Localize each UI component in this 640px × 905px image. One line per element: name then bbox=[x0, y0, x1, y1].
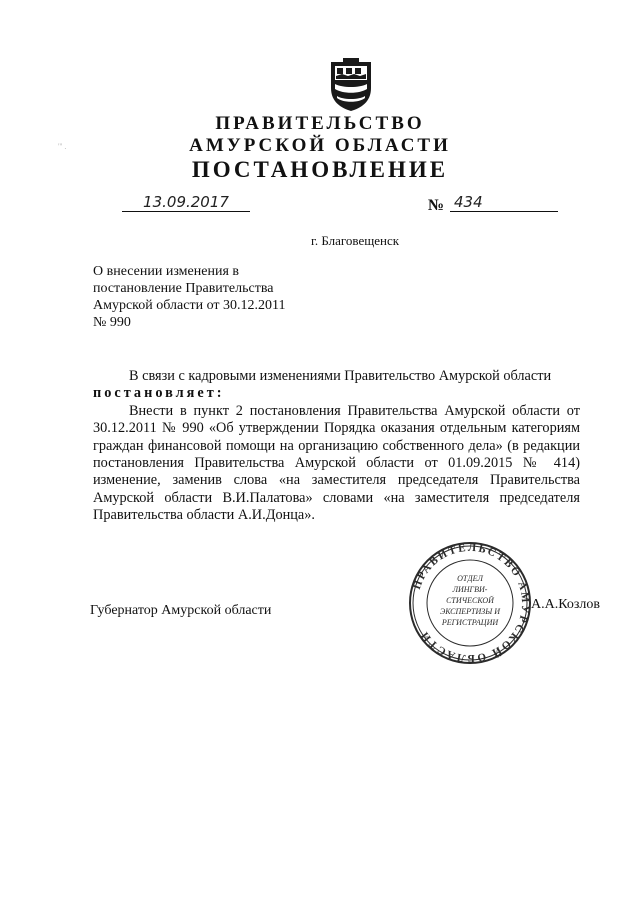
stamp-line: ОТДЕЛ bbox=[457, 574, 483, 583]
document-number: 434 bbox=[450, 193, 558, 212]
number-label: № bbox=[428, 197, 445, 214]
subject-line: Амурской области от 30.12.2011 bbox=[93, 298, 286, 313]
subject-line: № 990 bbox=[93, 315, 131, 330]
stamp-outer-text: ПРАВИТЕЛЬСТВО АМУРСКОЙ ОБЛАСТИ bbox=[410, 541, 532, 665]
header-region: АМУРСКОЙ ОБЛАСТИ bbox=[189, 135, 451, 156]
signer-position: Губернатор Амурской области bbox=[90, 603, 272, 618]
document-subject bbox=[93, 263, 333, 331]
subject-line: О внесении изменения в bbox=[93, 264, 239, 279]
document-date: 13.09.2017 bbox=[122, 193, 250, 212]
scan-artifact: ''' . bbox=[58, 142, 67, 151]
signer-name: А.А.Козлов bbox=[531, 597, 600, 612]
city: г. Благовещенск bbox=[310, 233, 400, 248]
body-intro: В связи с кадровыми изменениями Правительство Амурской области bbox=[129, 368, 552, 384]
document-type: ПОСТАНОВЛЕНИЕ bbox=[191, 157, 449, 182]
stamp-line: ЭКСПЕРТИЗЫ И bbox=[439, 607, 501, 616]
body-resolves: постановляет: bbox=[93, 385, 225, 402]
stamp-line: ЛИНГВИ- bbox=[452, 585, 488, 594]
header-government: ПРАВИТЕЛЬСТВО bbox=[215, 113, 425, 134]
body-main: Внести в пункт 2 постановления Правительства Амурской области от 30.12.2011 № 990 «Об утверждении Порядка оказания отдельным категориям граждан финансовой помощи на организацию собственного дела» (в редакции постановления Правительства Амурской области от 01.09.2015 № 414) изменение, заменив слова «на заместителя председателя Правительства Амурской области В.И.Палатова» словами «на заместителя председателя Правительства области А.И.Донца». bbox=[93, 402, 580, 524]
document-body bbox=[93, 368, 580, 525]
stamp-line: СТИЧЕСКОЙ bbox=[446, 596, 494, 605]
coat-of-arms-icon bbox=[328, 58, 374, 112]
stamp-line: РЕГИСТРАЦИИ bbox=[441, 618, 499, 627]
official-stamp bbox=[408, 541, 532, 665]
subject-line: постановление Правительства bbox=[93, 281, 274, 296]
